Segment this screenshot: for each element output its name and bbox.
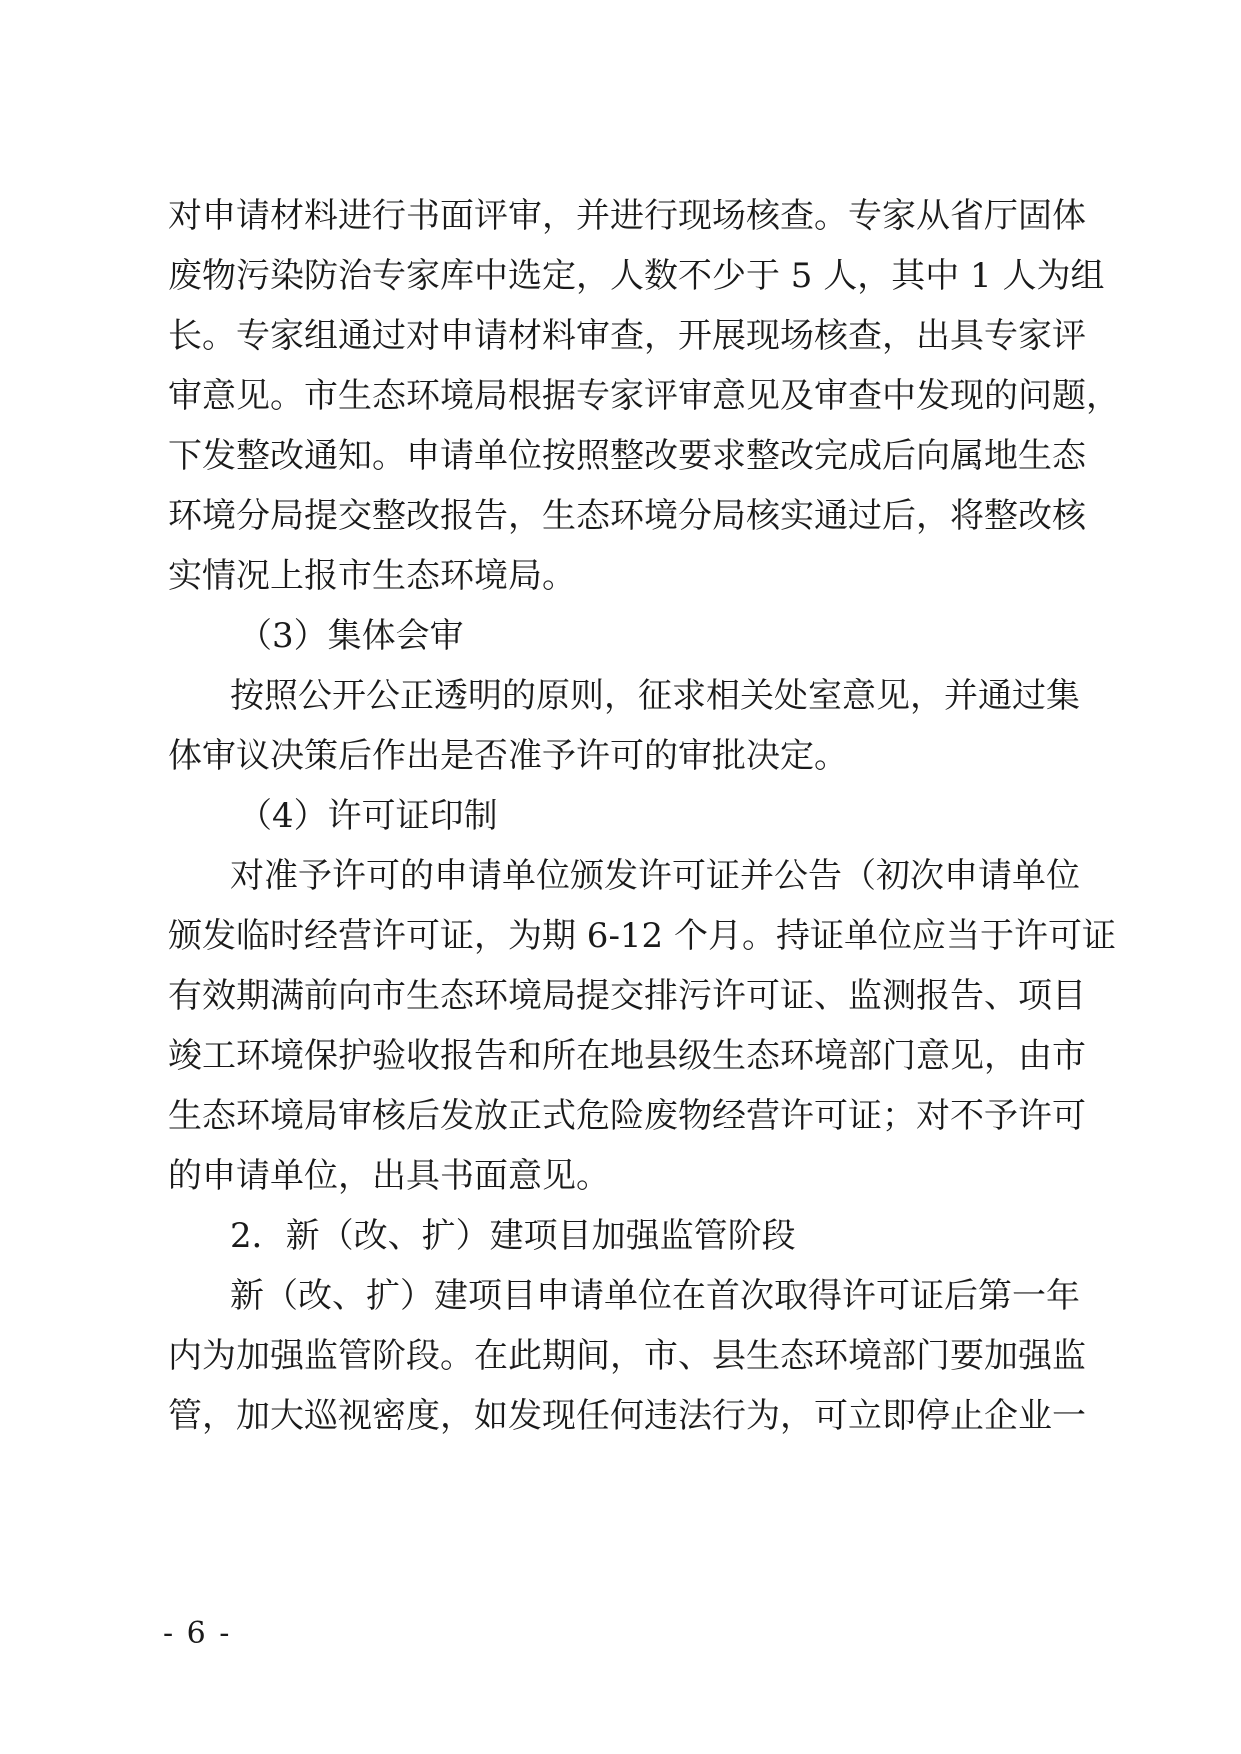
body-line-1: 对申请材料进行书面评审，并进行现场核查。专家从省厅固体 bbox=[168, 196, 1086, 236]
body-line-4: 审意见。市生态环境局根据专家评审意见及审查中发现的问题， bbox=[168, 376, 1120, 416]
body-line-3: 长。专家组通过对申请材料审查，开展现场核查，出具专家评 bbox=[168, 316, 1086, 356]
body-line-21: 管，加大巡视密度，如发现任何违法行为，可立即停止企业一 bbox=[168, 1396, 1086, 1436]
body-line-12: 对准予许可的申请单位颁发许可证并公告（初次申请单位 bbox=[230, 856, 1080, 896]
page-number: - 6 - bbox=[163, 1616, 232, 1651]
body-line-15: 竣工环境保护验收报告和所在地县级生态环境部门意见，由市 bbox=[168, 1036, 1086, 1076]
body-line-19: 新（改、扩）建项目申请单位在首次取得许可证后第一年 bbox=[230, 1276, 1080, 1316]
body-line-7: 实情况上报市生态环境局。 bbox=[168, 556, 576, 596]
section-heading-license-printing: （4）许可证印制 bbox=[238, 796, 498, 836]
body-line-5: 下发整改通知。申请单位按照整改要求整改完成后向属地生态 bbox=[168, 436, 1086, 476]
section-heading-collective-review: （3）集体会审 bbox=[238, 616, 464, 656]
body-line-20: 内为加强监管阶段。在此期间，市、县生态环境部门要加强监 bbox=[168, 1336, 1086, 1376]
body-line-9: 按照公开公正透明的原则，征求相关处室意见，并通过集 bbox=[230, 676, 1080, 716]
section-heading-enhanced-supervision: 2．新（改、扩）建项目加强监管阶段 bbox=[230, 1216, 796, 1256]
body-line-16: 生态环境局审核后发放正式危险废物经营许可证；对不予许可 bbox=[168, 1096, 1086, 1136]
body-line-2: 废物污染防治专家库中选定，人数不少于 5 人，其中 1 人为组 bbox=[168, 256, 1105, 296]
body-line-10: 体审议决策后作出是否准予许可的审批决定。 bbox=[168, 736, 848, 776]
body-line-14: 有效期满前向市生态环境局提交排污许可证、监测报告、项目 bbox=[168, 976, 1086, 1016]
body-line-6: 环境分局提交整改报告，生态环境分局核实通过后，将整改核 bbox=[168, 496, 1086, 536]
body-line-17: 的申请单位，出具书面意见。 bbox=[168, 1156, 610, 1196]
body-line-13: 颁发临时经营许可证，为期 6-12 个月。持证单位应当于许可证 bbox=[168, 916, 1116, 956]
